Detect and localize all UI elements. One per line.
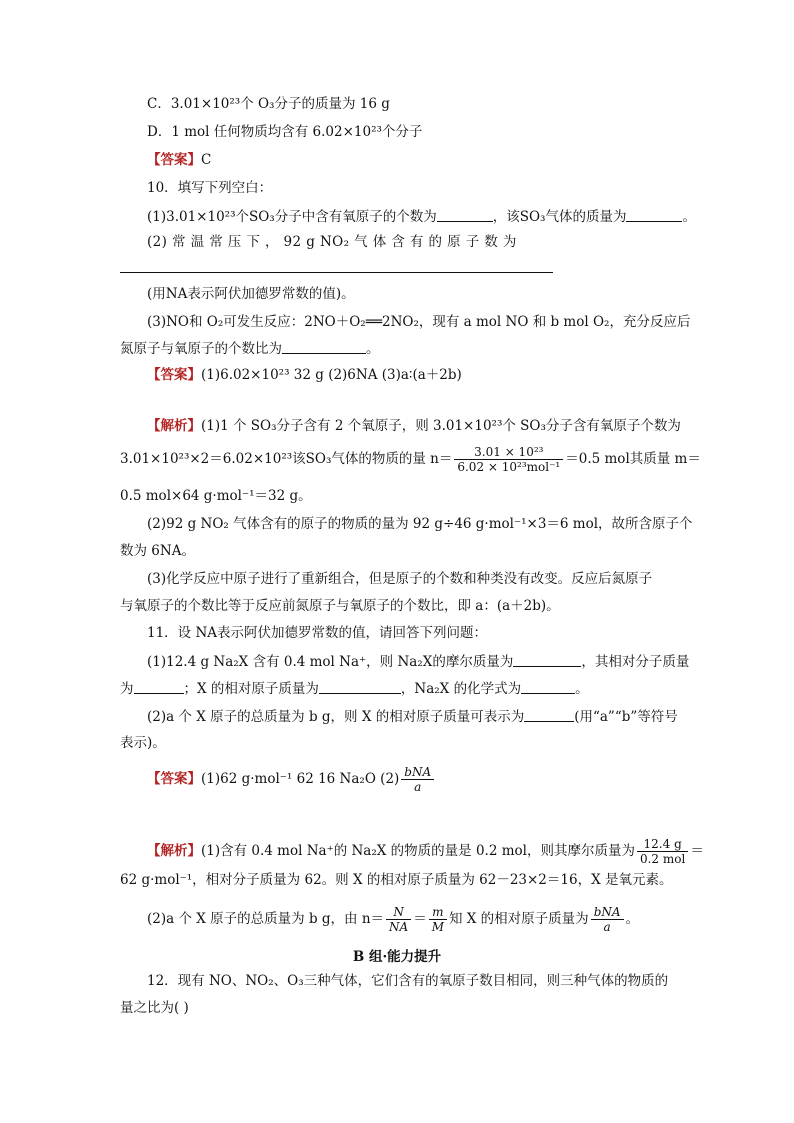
q11-1-text-f: 。 bbox=[575, 681, 589, 697]
q11-1-text-e: ，Na₂X 的化学式为 bbox=[400, 681, 522, 697]
q11-1-text-a: (1)12.4 g Na₂X 含有 0.4 mol Na⁺，则 Na₂X的摩尔质量为 bbox=[147, 654, 514, 670]
q11-2-text-a: (2)a 个 X 原子的总质量为 b g，则 X 的相对原子质量可表示为 bbox=[147, 709, 525, 725]
explanation-10-1d: 0.5 mol×64 g·mol⁻¹＝32 g。 bbox=[120, 488, 312, 504]
fraction-denominator: 0.2 mol bbox=[639, 852, 686, 866]
explanation-10-3a: (3)化学反应中原子进行了重新组合，但是原子的个数和种类没有改变。反应后氮原子 bbox=[147, 571, 653, 587]
fraction-numerator: m bbox=[429, 906, 447, 920]
blank-expression bbox=[524, 710, 574, 722]
q11-1-text-d: ；X 的相对原子质量为 bbox=[183, 681, 319, 697]
question-12b: 量之比为( ) bbox=[120, 1000, 189, 1016]
exp11-2-text-c: 。 bbox=[625, 911, 640, 927]
explanation-10-1a bbox=[147, 420, 681, 434]
section-heading: B 组·能力提升 bbox=[352, 949, 442, 965]
fraction-numerator: 12.4 g bbox=[637, 838, 688, 852]
exp11-text-b: ＝ bbox=[690, 843, 704, 859]
exp11-2-text-a: (2)a 个 X 原子的总质量为 b g，由 n＝ bbox=[147, 911, 385, 927]
fraction-numerator: bNA bbox=[591, 906, 624, 920]
answer-value: C bbox=[201, 152, 212, 168]
question-10-part2: (2) 常 温 常 压 下 ， 92 g NO₂ 气 体 含 有 的 原 子 数 为 bbox=[147, 234, 517, 250]
explanation-tag: 【解析】 bbox=[147, 843, 201, 859]
fraction-denominator: a bbox=[603, 920, 611, 934]
fraction-n-over-na bbox=[386, 906, 411, 933]
fraction-denominator: NA bbox=[389, 920, 409, 934]
q10-1-text-b: ，该SO₃气体的质量为 bbox=[492, 209, 627, 225]
explanation-tag: 【解析】 bbox=[147, 418, 201, 434]
option-d: D．1 mol 任何物质均含有 6.02×10²³个分子 bbox=[147, 124, 423, 140]
answer-line-q10-2 bbox=[120, 272, 553, 273]
fraction-denominator: 6.02 × 10²³mol⁻¹ bbox=[457, 460, 561, 474]
blank-relative-atomic-mass bbox=[319, 682, 401, 694]
exp11-2-text-b: 知 X 的相对原子质量为 bbox=[448, 911, 589, 927]
q11-1-text-b: ，其相对分子质量 bbox=[581, 654, 690, 670]
q10-3-text-b: 氮原子与氧原子的个数比为 bbox=[120, 341, 282, 357]
explanation-10-1b bbox=[120, 446, 701, 473]
explanation-11-2 bbox=[147, 906, 639, 933]
explanation-11-1a bbox=[147, 838, 704, 865]
answer-tag: 【答案】 bbox=[147, 152, 201, 168]
question-10-part3a: (3)NO和 O₂可发生反应：2NO＋O₂══2NO₂，现有 a mol NO 和 b mol O₂，充分反应后 bbox=[147, 314, 691, 330]
fraction-numerator: 3.01 × 10²³ bbox=[454, 446, 563, 460]
q11-2-text-b: (用“a”“b”等符号 bbox=[574, 709, 678, 725]
question-11-part1a bbox=[147, 655, 689, 670]
q10-1-text-a: (1)3.01×10²³个SO₃分子中含有氧原子的个数为 bbox=[147, 209, 437, 225]
explanation-11-1c: 62 g·mol⁻¹，相对分子质量为 62。则 X 的相对原子质量为 62－23×2＝16，X 是氧元素。 bbox=[120, 872, 673, 888]
fraction-numerator: N bbox=[386, 906, 411, 920]
fraction-denominator: M bbox=[431, 920, 444, 934]
question-12a: 12．现有 NO、NO₂、O₃三种气体，它们含有的氧原子数目相同，则三种气体的物质的 bbox=[147, 973, 669, 989]
fraction-answer bbox=[401, 766, 434, 793]
q10-1-text-c: 。 bbox=[682, 209, 696, 225]
answer-9 bbox=[147, 154, 211, 168]
exp11-text-a: (1)含有 0.4 mol Na⁺的 Na₂X 的物质的量是 0.2 mol，则其摩尔质量为 bbox=[201, 843, 635, 859]
question-10: 10．填写下列空白： bbox=[147, 180, 273, 196]
blank-oxygen-count bbox=[437, 210, 493, 222]
blank-relative-molecular-mass bbox=[134, 682, 184, 694]
fraction-denominator: a bbox=[414, 780, 422, 794]
answer-11 bbox=[147, 766, 436, 793]
answer-tag: 【答案】 bbox=[147, 367, 201, 383]
fraction-m-over-M bbox=[429, 906, 447, 933]
blank-molar-mass bbox=[513, 655, 581, 667]
blank-ratio bbox=[282, 342, 366, 354]
answer-10 bbox=[147, 369, 462, 383]
explanation-10-2b: 数为 6NA。 bbox=[120, 543, 195, 559]
option-c: C．3.01×10²³个 O₃分子的质量为 16 g bbox=[147, 96, 390, 112]
answer-tag: 【答案】 bbox=[147, 771, 201, 787]
answer-value: (1)62 g·mol⁻¹ 62 16 Na₂O (2) bbox=[201, 771, 400, 787]
question-11-part2a bbox=[147, 710, 678, 725]
fraction-numerator: bNA bbox=[401, 766, 434, 780]
question-10-part3b bbox=[120, 342, 380, 357]
q10-3-text-c: 。 bbox=[366, 341, 380, 357]
blank-so3-mass bbox=[626, 210, 682, 222]
question-11-part2b: 表示)。 bbox=[120, 735, 166, 751]
exp10-text-c: ＝0.5 mol其质量 m＝ bbox=[565, 451, 701, 467]
exp10-text: (1)1 个 SO₃分子含有 2 个氧原子，则 3.01×10²³个 SO₃分子含有氧原子个数为 bbox=[201, 418, 681, 434]
answer-value: (1)6.02×10²³ 32 g (2)6NA (3)a∶(a＋2b) bbox=[201, 367, 462, 383]
exp10-text-b: 3.01×10²³×2＝6.02×10²³该SO₃气体的物质的量 n＝ bbox=[120, 451, 453, 467]
fraction-moles bbox=[454, 446, 563, 473]
explanation-10-2a: (2)92 g NO₂ 气体含有的原子的物质的量为 92 g÷46 g·mol⁻¹×3＝6 mol，故所含原子个 bbox=[147, 516, 693, 532]
explanation-10-3b: 与氧原子的个数比等于反应前氮原子与氧原子的个数比，即 a：(a＋2b)。 bbox=[120, 598, 560, 614]
question-10-part1 bbox=[147, 210, 696, 225]
question-11: 11．设 NA表示阿伏加德罗常数的值，请回答下列问题： bbox=[147, 625, 488, 641]
fraction-bna-over-a bbox=[591, 906, 624, 933]
q11-1-text-c: 为 bbox=[120, 681, 134, 697]
fraction-molar bbox=[637, 838, 688, 865]
question-11-part1b bbox=[120, 682, 589, 697]
blank-formula bbox=[521, 682, 575, 694]
question-10-note: (用NA表示阿伏加德罗常数的值)。 bbox=[147, 286, 355, 302]
equals-sign: ＝ bbox=[413, 911, 427, 927]
